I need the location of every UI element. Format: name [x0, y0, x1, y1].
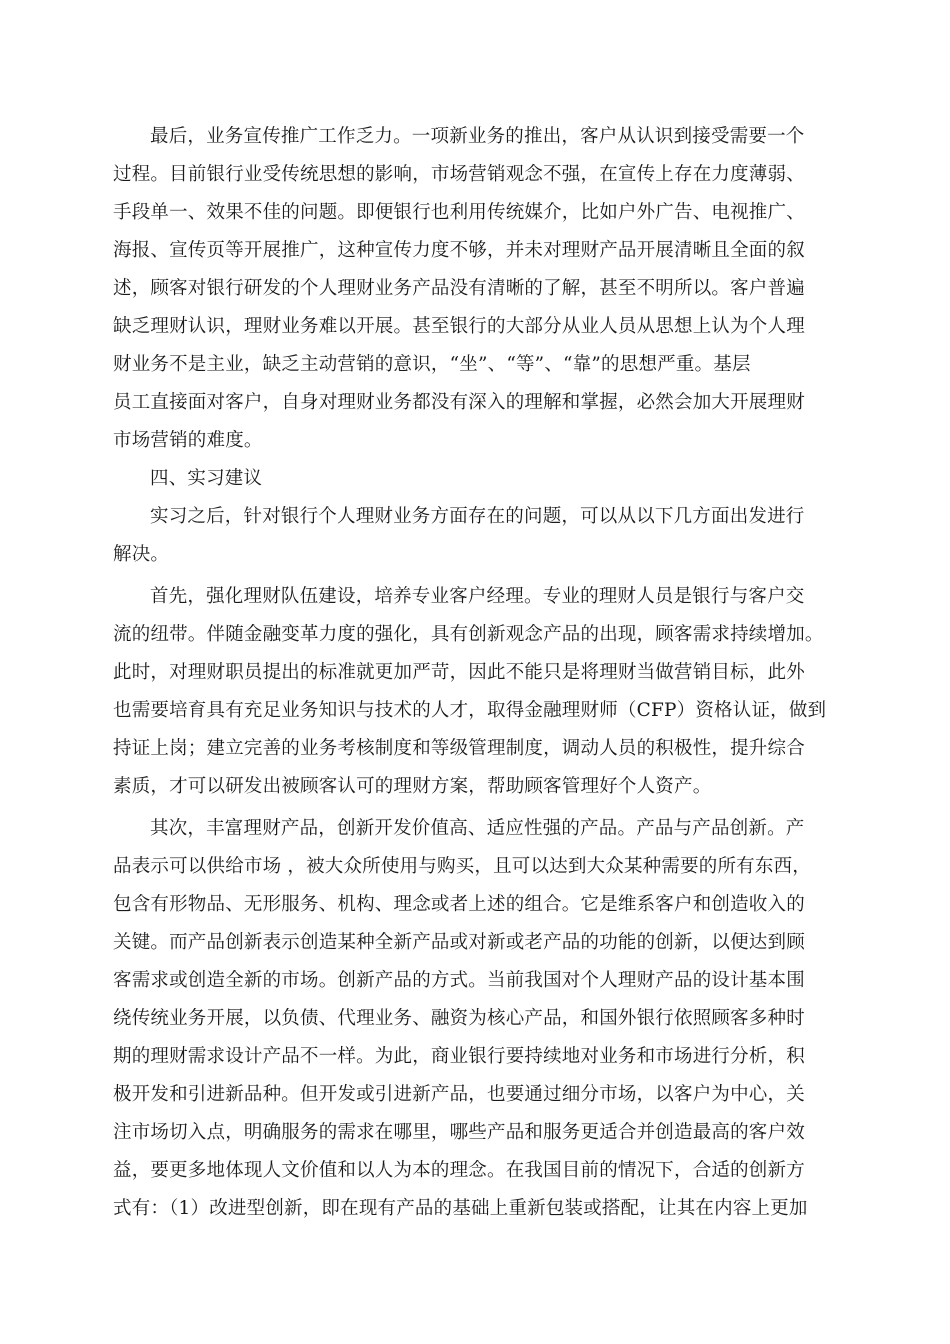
- paragraph-line: 市场营销的难度。: [113, 430, 263, 451]
- paragraph-line: 实习之后，针对银行个人理财业务方面存在的问题，可以从以下几方面出发进行: [150, 506, 805, 527]
- paragraph-line: 式有：（1）改进型创新，即在现有产品的基础上重新包装或搭配，让其在内容上更加: [113, 1198, 808, 1219]
- paragraph-line: 首先，强化理财队伍建设，培养专业客户经理。专业的理财人员是银行与客户交: [150, 586, 805, 607]
- paragraph-line: 海报、宣传页等开展推广，这种宣传力度不够，并未对理财产品开展清晰且全面的叙: [113, 240, 805, 261]
- paragraph-line: 素质，才可以研发出被顾客认可的理财方案，帮助顾客管理好个人资产。: [113, 776, 712, 797]
- paragraph-line: 流的纽带。伴随金融变革力度的强化，具有创新观念产品的出现，顾客需求持续增加。: [113, 624, 824, 645]
- paragraph-line: 注市场切入点，明确服务的需求在哪里，哪些产品和服务更适合并创造最高的客户效: [113, 1122, 805, 1143]
- paragraph-line: 客需求或创造全新的市场。创新产品的方式。当前我国对个人理财产品的设计基本围: [113, 970, 805, 991]
- paragraph-line: 持证上岗；建立完善的业务考核制度和等级管理制度，调动人员的积极性，提升综合: [113, 738, 805, 759]
- paragraph-line: 员工直接面对客户，自身对理财业务都没有深入的理解和掌握，必然会加大开展理财: [113, 392, 805, 413]
- section-heading: 四、实习建议: [150, 468, 263, 489]
- paragraph-line: 过程。目前银行业受传统思想的影响，市场营销观念不强，在宣传上存在力度薄弱、: [113, 164, 805, 185]
- paragraph-line: 缺乏理财认识，理财业务难以开展。甚至银行的大部分从业人员从思想上认为个人理: [113, 316, 805, 337]
- paragraph-line: 述，顾客对银行研发的个人理财业务产品没有清晰的了解，甚至不明所以。客户普遍: [113, 278, 805, 299]
- paragraph-line: 此时，对理财职员提出的标准就更加严苛，因此不能只是将理财当做营销目标，此外: [113, 662, 805, 683]
- paragraph-line: 最后，业务宣传推广工作乏力。一项新业务的推出，客户从认识到接受需要一个: [150, 126, 805, 147]
- paragraph-line: 财业务不是主业，缺乏主动营销的意识，“坐”、“等”、“靠”的思想严重。基层: [113, 354, 751, 375]
- paragraph-line: 也需要培育具有充足业务知识与技术的人才，取得金融理财师（CFP）资格认证，做到: [113, 700, 827, 721]
- paragraph-line: 品表示可以供给市场 ，被大众所使用与购买，且可以达到大众某种需要的所有东西，: [113, 856, 811, 877]
- paragraph-line: 包含有形物品、无形服务、机构、理念或者上述的组合。它是维系客户和创造收入的: [113, 894, 805, 915]
- paragraph-line: 极开发和引进新品种。但开发或引进新产品，也要通过细分市场，以客户为中心，关: [113, 1084, 805, 1105]
- paragraph-line: 绕传统业务开展，以负债、代理业务、融资为核心产品，和国外银行依照顾客多种时: [113, 1008, 805, 1029]
- paragraph-line: 益，要更多地体现人文价值和以人为本的理念。在我国目前的情况下，合适的创新方: [113, 1160, 805, 1181]
- paragraph-line: 手段单一、效果不佳的问题。即便银行也利用传统媒介，比如户外广告、电视推广、: [113, 202, 805, 223]
- paragraph-line: 期的理财需求设计产品不一样。为此，商业银行要持续地对业务和市场进行分析，积: [113, 1046, 805, 1067]
- paragraph-line: 其次，丰富理财产品，创新开发价值高、适应性强的产品。产品与产品创新。产: [150, 818, 805, 839]
- paragraph-line: 关键。而产品创新表示创造某种全新产品或对新或老产品的功能的创新，以便达到顾: [113, 932, 805, 953]
- paragraph-line: 解决。: [113, 544, 170, 565]
